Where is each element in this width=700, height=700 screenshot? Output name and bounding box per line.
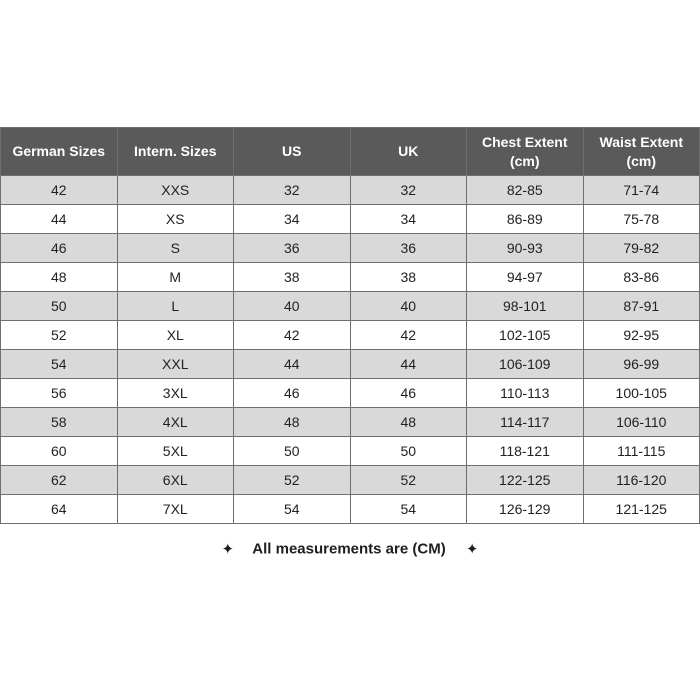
chest-extent-cell: 110-113: [467, 379, 584, 408]
header-intern-sizes: Intern. Sizes: [117, 128, 234, 176]
table-row: [1, 176, 700, 205]
table-row: [1, 292, 700, 321]
table-row: [1, 205, 700, 234]
chest-extent-cell: 86-89: [467, 205, 584, 234]
waist-extent-cell: 111-115: [583, 437, 700, 466]
uk-size-cell: 38: [350, 263, 467, 292]
german-size-cell: 62: [1, 466, 118, 495]
german-size-cell: 44: [1, 205, 118, 234]
chest-extent-cell: 126-129: [467, 495, 584, 524]
waist-extent-cell: 75-78: [583, 205, 700, 234]
intern-size-cell: XXL: [117, 350, 234, 379]
waist-extent-cell: 121-125: [583, 495, 700, 524]
intern-size-cell: S: [117, 234, 234, 263]
chest-extent-cell: 106-109: [467, 350, 584, 379]
uk-size-cell: 44: [350, 350, 467, 379]
german-size-cell: 56: [1, 379, 118, 408]
intern-size-cell: M: [117, 263, 234, 292]
header-chest-extent: Chest Extent (cm): [467, 128, 584, 176]
intern-size-cell: XL: [117, 321, 234, 350]
waist-extent-cell: 92-95: [583, 321, 700, 350]
chest-extent-cell: 102-105: [467, 321, 584, 350]
us-size-cell: 38: [234, 263, 351, 292]
size-table-body: [1, 176, 700, 524]
table-row: [1, 321, 700, 350]
waist-extent-cell: 87-91: [583, 292, 700, 321]
uk-size-cell: 46: [350, 379, 467, 408]
uk-size-cell: 52: [350, 466, 467, 495]
uk-size-cell: 42: [350, 321, 467, 350]
table-row: [1, 263, 700, 292]
us-size-cell: 34: [234, 205, 351, 234]
header-row: [1, 128, 700, 176]
german-size-cell: 58: [1, 408, 118, 437]
chest-extent-cell: 82-85: [467, 176, 584, 205]
chest-extent-cell: 114-117: [467, 408, 584, 437]
uk-size-cell: 36: [350, 234, 467, 263]
uk-size-cell: 32: [350, 176, 467, 205]
header-us: US: [234, 128, 351, 176]
german-size-cell: 42: [1, 176, 118, 205]
german-size-cell: 54: [1, 350, 118, 379]
uk-size-cell: 50: [350, 437, 467, 466]
intern-size-cell: 4XL: [117, 408, 234, 437]
measurement-note: [0, 540, 700, 558]
us-size-cell: 32: [234, 176, 351, 205]
uk-size-cell: 34: [350, 205, 467, 234]
chest-extent-cell: 94-97: [467, 263, 584, 292]
german-size-cell: 46: [1, 234, 118, 263]
chest-extent-cell: 118-121: [467, 437, 584, 466]
waist-extent-cell: 106-110: [583, 408, 700, 437]
chest-extent-cell: 122-125: [467, 466, 584, 495]
us-size-cell: 36: [234, 234, 351, 263]
us-size-cell: 54: [234, 495, 351, 524]
table-row: [1, 234, 700, 263]
waist-extent-cell: 100-105: [583, 379, 700, 408]
waist-extent-cell: 71-74: [583, 176, 700, 205]
german-size-cell: 50: [1, 292, 118, 321]
intern-size-cell: XS: [117, 205, 234, 234]
us-size-cell: 44: [234, 350, 351, 379]
table-row: [1, 466, 700, 495]
header-waist-extent: Waist Extent (cm): [583, 128, 700, 176]
chest-extent-cell: 90-93: [467, 234, 584, 263]
intern-size-cell: 7XL: [117, 495, 234, 524]
size-table-header: [1, 128, 700, 176]
uk-size-cell: 48: [350, 408, 467, 437]
intern-size-cell: L: [117, 292, 234, 321]
intern-size-cell: 3XL: [117, 379, 234, 408]
waist-extent-cell: 116-120: [583, 466, 700, 495]
header-german-sizes: German Sizes: [1, 128, 118, 176]
intern-size-cell: XXS: [117, 176, 234, 205]
header-uk: UK: [350, 128, 467, 176]
german-size-cell: 52: [1, 321, 118, 350]
table-row: [1, 495, 700, 524]
sparkle-icon: ✦: [221, 541, 235, 559]
us-size-cell: 48: [234, 408, 351, 437]
german-size-cell: 48: [1, 263, 118, 292]
intern-size-cell: 5XL: [117, 437, 234, 466]
us-size-cell: 40: [234, 292, 351, 321]
sparkle-icon: ✦: [465, 541, 479, 559]
uk-size-cell: 40: [350, 292, 467, 321]
german-size-cell: 60: [1, 437, 118, 466]
table-row: [1, 379, 700, 408]
us-size-cell: 42: [234, 321, 351, 350]
intern-size-cell: 6XL: [117, 466, 234, 495]
us-size-cell: 50: [234, 437, 351, 466]
table-row: [1, 408, 700, 437]
measurement-note-text: All measurements are (CM): [252, 540, 446, 558]
german-size-cell: 64: [1, 495, 118, 524]
us-size-cell: 52: [234, 466, 351, 495]
waist-extent-cell: 79-82: [583, 234, 700, 263]
waist-extent-cell: 83-86: [583, 263, 700, 292]
us-size-cell: 46: [234, 379, 351, 408]
uk-size-cell: 54: [350, 495, 467, 524]
table-row: [1, 350, 700, 379]
waist-extent-cell: 96-99: [583, 350, 700, 379]
size-table: [0, 127, 700, 524]
table-row: [1, 437, 700, 466]
chest-extent-cell: 98-101: [467, 292, 584, 321]
